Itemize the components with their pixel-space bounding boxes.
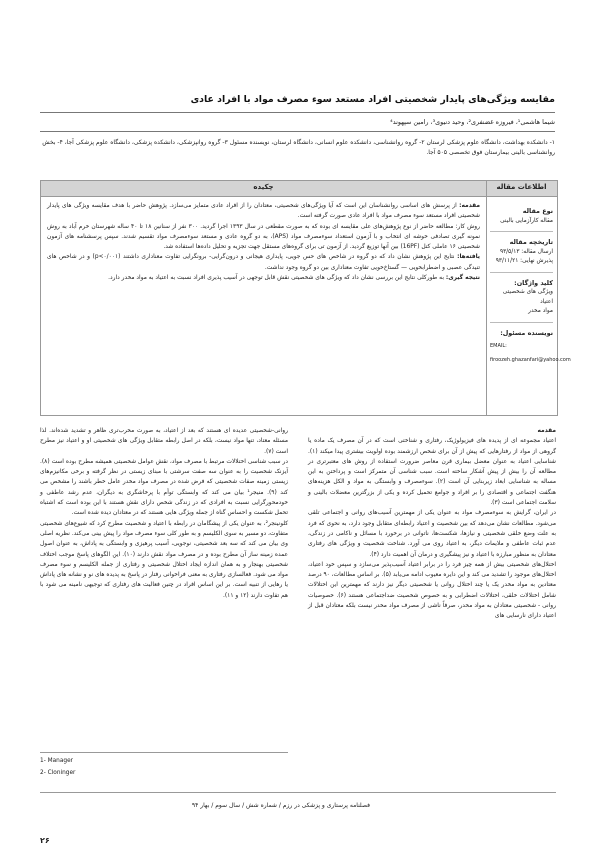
article-type-label: نوع مقاله [522, 207, 553, 215]
email-label: EMAIL: [490, 343, 507, 349]
footer-rule [40, 792, 556, 793]
author-list: شیما هاشمی¹، فیروزه غضنفری²، وحید دنیوی³، رامین سپهوند⁴ [390, 118, 555, 126]
abstract-text [47, 201, 480, 283]
body-paragraph: روانی-شخصیتی عدیده ای هستند که بعد از اعتیاد، به صورت مخرب‌تری ظاهر و تشدید شده‌اند. لذا مسئله معتاد، تنها مواد نیست، بلکه در اصل رابطه متقابل ویژگی های شخصیتی او و اعتیاد نیز مطرح است (۷). [40, 428, 288, 455]
footnote: 2- Cloninger [40, 770, 76, 776]
received-date: ارسال مقاله: ۹۳/۵/۱۳ [499, 248, 553, 255]
history-label: تاریخچه مقاله [509, 238, 553, 246]
authors-rule [40, 131, 555, 132]
paper-title: مقایسه ویژگی‌های پایدار شخصیتی افراد مستعد سوء مصرف مواد با افراد عادی [190, 94, 555, 105]
email-address[interactable]: firoozeh.ghazanfari@yahoo.com [490, 357, 571, 363]
footnotes [40, 755, 160, 779]
keyword: ویژگی های شخصیتی [502, 289, 553, 295]
body-paragraph: کلونینجر²، به عنوان یکی از پیشگامان در رابطه با اعتیاد و شخصیت مطرح کرد که شیوع‌های شخصیتی متفاوت، دو مسیر به سوی الکلیسم و به طور کلی سوء مصرف مواد را پیش بینی می‌کند. نظریه اصلی وی بیان می کند که سه بعد شخصیتی، نوجویی، آسیب پرهیزی و وابستگی به پاداش، به عنوان اصول عمده زمینه ساز آن مطرح بوده و در مصرف مواد نقش دارند (۱۰). این الگوهای پاسخ موجب اختلاف شخصیتی بهنجار و به همان اندازه ایجاد اختلال شخصیتی و رفتاری از جمله الکلیسم و سوء مصرف مواد می شود. فعالسازی رفتاری به معنی فراخوانی رفتار در پاسخ به پدیده های نو و نشانه های پاداش یا رهایی از تنبیه است. بر این اساس افراد در چنین فعالیت های رفتاری که توجیهی نامینه می شود با هم تفاوت دارند (۱۲ و ۱۱). [40, 520, 288, 599]
section-heading-intro: مقدمه [537, 428, 556, 434]
abstract-paragraph: نتیجه گیری: به طورکلی نتایج این بررسی نشان داد که ویژگی های شخصیتی نقش قابل توجهی در آسیب پذیری افراد نسبت به اعتیاد به مواد مخدر دارد. [108, 275, 480, 282]
journal-running-footer: فصلنامه پرستاری و پزشکی در رزم / شماره شش / سال سوم / بهار ۹۴ [191, 802, 370, 809]
article-type-value: مقاله کارآزمایی بالینی [500, 217, 553, 224]
affiliations: ۱- دانشکده بهداشت، دانشگاه علوم پزشکی لرستان ۲- گروه روانشناسی، دانشکده علوم انسانی، دانشگاه لرستان، نویسنده مسئول ۳- گروه روانپزشکی، دانشکده پزشکی، دانشگاه علوم پزشکی آجا، ۴- بخش روانشناسی بالینی بیمارستان فوق تخصصی ۵۰۵ آجا. [42, 139, 555, 156]
body-paragraph: در ایران، گرایش به سوءمصرف مواد به عنوان یکی از مهمترین آسیب‌های روانی و اجتماعی تلقی می‌شود. مطالعات نشان می‌دهد که بین شخصیت و اعتیاد رابطه‌ای متقابل وجود دارد، به نحوی که فرد به علت وضع خلقی شخصیتی و نیازها، شکست‌ها، ناتوانی در برخورد با مسائل و ناکامی در زندگی، عدم ثبات عاطفی و ملایمات دیگر، به اعتیاد روی می آورد. شناخت شخصیت و ویژگی های رفتاری معتادان به منظور مبارزه با اعتیاد و نیز پیشگیری و درمان آن اهمیت دارد (۴). [308, 510, 556, 558]
keywords-label: کلید واژگان: [514, 278, 553, 287]
body-paragraph: در سبب شناسی اختلالات مرتبط با مصرف مواد، نقش عوامل شخصیتی همیشه مطرح بوده است (۸). آیزنک شخصیت را به عنوان سه صفت سرشتی با مبنای زیستی در نظر گرفته و برخی مکانیزم‌های زیستی زمینه صفات شخصیتی که فرض شده در مصرف مواد مخدر عامل خطر باشند را مشخص می کند (۹). منیجر¹ بیان می کند که وابستگی توأم با پرخاشگری به دیگران، عدم رشد عاطفی و خودمحورگرایی نسبت به افرادی که در زندگی شخص دارای نقش هستند با این بوده است که اشتباه تحمل شکست و احساس گناه از جمله ویژگی هایی هستند که در معتادان دیده شده است. [40, 458, 288, 517]
abstract-paragraph: یافته‌ها: نتایج این پژوهش نشان داد که دو گروه در شاخص های حس جویی، پایداری هیجانی و درون‌گرایی- برونگرایی تفاوت معناداری داشتند (p<۰/۰۰۱) و در شاخص های تنیدگی عصبی و اضطرابخویی — گستاخ‌خویی تفاوت معناداری بین دو گروه وجود نداشت. [47, 254, 481, 271]
keyword: اعتیاد [540, 298, 553, 305]
column-divider [486, 181, 487, 415]
abstract-paragraph: مقدمه: از پرسش های اساسی روانشناسان این است که آیا ویژگی‌های شخصیتی، معتادان را از افراد عادی متمایز می‌سازد. پژوهش حاضر با هدف مقایسه ویژگی های پایدار شخصیتی افراد مستعد سوء مصرف مواد با افراد عادی صورت گرفته است. [47, 203, 480, 220]
abstract-heading: چکیده [253, 183, 274, 191]
abstract-paragraph: روش کار: مطالعه حاضر از نوع پژوهش‌های علی مقایسه ای بوده که به صورت مقطعی در سال ۱۳۹۳ اجرا گردید. ۳۰۰ نفر از سنانین ۱۸ تا ۴۰ ساله شهرستان خرم آباد به روش نمونه گیری تصادفی خوشه ای انتخاب و با آزمون استعداد سوءمصرف مواد (APS)، به دو گروه عادی و مستعد سوءمصرف مواد تقسیم شدند. سپس پرسشنامه های آزمون شخصیتی ۱۶ عاملی کتل (16PF) بین آنها توزیع گردید. از آزمون تی برای گروه‌های مستقل جهت تجزیه و تحلیل داده‌ها استفاده شد. [47, 223, 480, 251]
footnote-rule [40, 752, 288, 753]
body-column-right [308, 426, 556, 622]
keyword: مواد مخدر [528, 308, 553, 314]
accepted-date: پذیرش نهایی: ۹۳/۱۱/۲۱ [495, 258, 553, 264]
article-info-heading: اطلاعات مقاله [496, 183, 547, 191]
abstract-box [40, 180, 571, 416]
body-paragraph: اختلال‌های شخصیتی بیش از همه چیز فرد را در برابر اعتیاد آسیب‌پذیر می‌سازد و سپس خود اعتیاد، اختلال‌های موجود را تشدید می کند و این دایره معیوب ادامه می‌یابد (۵). بر اساس مطالعات، ۹۰ درصد معتادین به مواد مخدر یک یا چند اختلال روانی یا شخصیتی دیگر نیز دارند که مهمترین این اختلالات شامل اختلالات خلقی، اختلالات اضطرابی و به خصوص شخصیت ضداجتماعی هستند (۶). خصوصیات روانی - شخصیتی معتادان به مواد مخدر، صرفاً ناشی از مصرف مواد مخدر نیست بلکه معتادان قبل از اعتیاد دارای نارسایی های [308, 561, 557, 620]
title-rule [40, 112, 555, 113]
corresponding-author-label: نویسنده مسئول: [500, 328, 553, 337]
article-info [490, 201, 571, 364]
body-paragraph: اعتیاد مجموعه ای از پدیده های فیزیولوژیک، رفتاری و شناختی است که در آن مصرف یک ماده یا گروهی از مواد از رفتارهایی که پیش از آن برای شخص ارزشمند بوده اولویت بیشتری پیدا میکند (۱). شناسایی اعتیاد به عنوان معضل بیماری قرن معاصر ضرورت استفاده از روش های معتبرتری در مطالعه آن را بیش از پیش آشکار ساخته است. سبب شناسی آن متمرکز است و پرداختن به این مساله به شناسایی ابعاد زیربنایی آن است (۲). سوءمصرف و وابستگی به مواد و الکل هزینه‌های هنگفت اجتماعی و اقتصادی را بر افراد و جوامع تحمیل کرده و یکی از بزرگترین معضلات بالینی و سلامت اجتماعی است (۳). [308, 438, 557, 507]
footnote: 1- Manager [40, 758, 74, 764]
body-column-left [40, 426, 288, 601]
page-number: ۲۶ [40, 836, 50, 845]
